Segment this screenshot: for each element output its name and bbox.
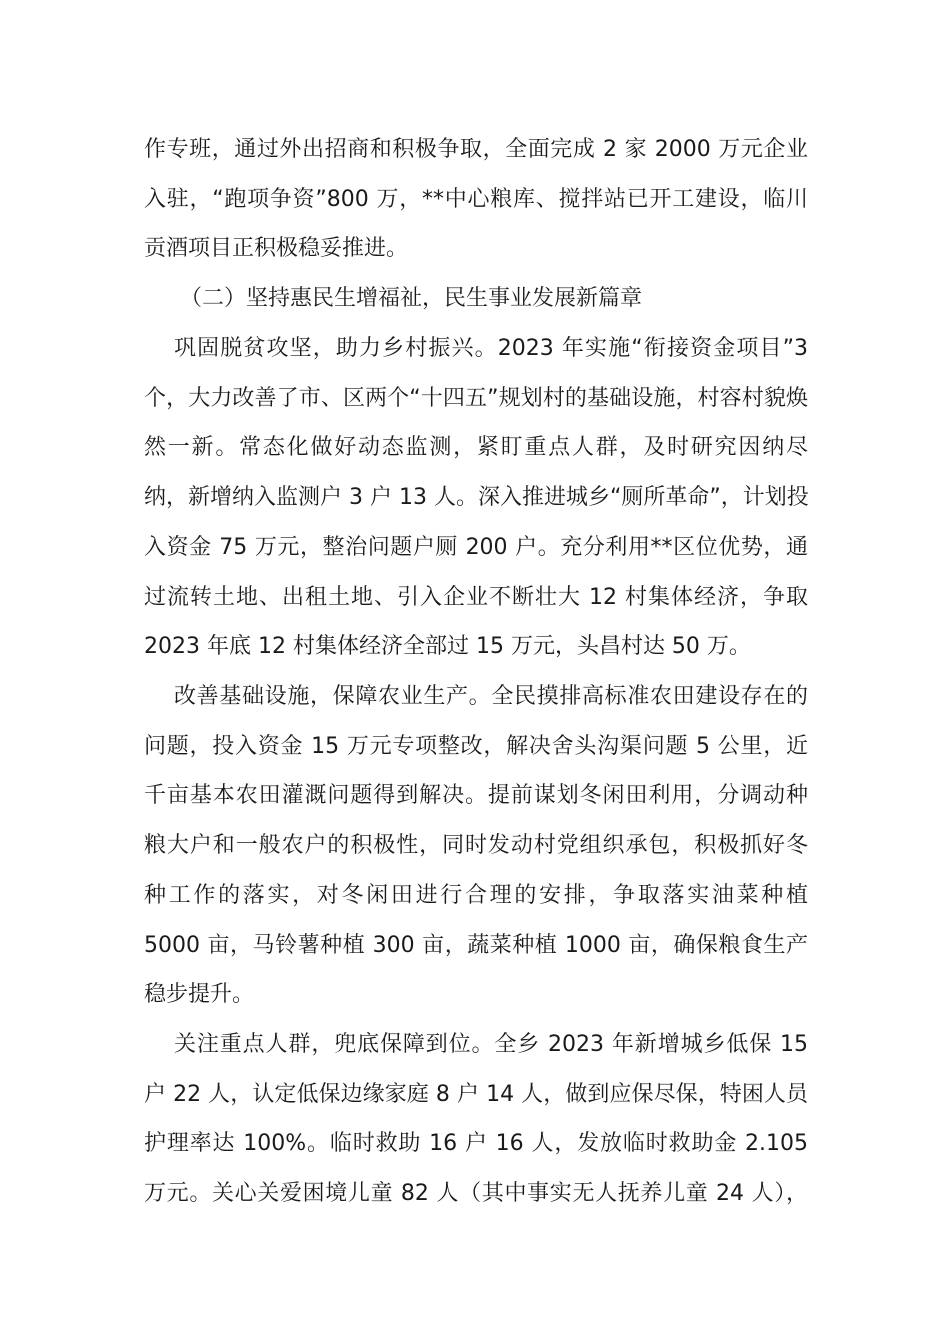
- body-text-line: 然一新。常态化做好动态监测，紧盯重点人群，及时研究因纳尽: [144, 435, 808, 460]
- body-text-line: 入资金 75 万元，整治问题户厕 200 户。充分利用**区位优势，通: [144, 535, 808, 560]
- body-text-line: 纳，新增纳入监测户 3 户 13 人。深入推进城乡“厕所革命”，计划投: [144, 485, 809, 510]
- paragraph-first-line: 关注重点人群，兜底保障到位。全乡 2023 年新增城乡低保 15: [174, 1032, 808, 1057]
- body-text-line: 千亩基本农田灌溉问题得到解决。提前谋划冬闲田利用，分调动种: [144, 783, 808, 808]
- paragraph-first-line: 改善基础设施，保障农业生产。全民摸排高标准农田建设存在的: [174, 684, 808, 709]
- body-text-line: 种工作的落实，对冬闲田进行合理的安排，争取落实油菜种植: [144, 883, 808, 908]
- body-text-line: 稳步提升。: [144, 982, 255, 1007]
- paragraph-first-line: 巩固脱贫攻坚，助力乡村振兴。2023 年实施“衔接资金项目”3: [174, 336, 808, 361]
- body-text-line: 过流转土地、出租土地、引入企业不断壮大 12 村集体经济，争取: [144, 585, 808, 610]
- body-text-line: 问题，投入资金 15 万元专项整改，解决舍头沟渠问题 5 公里，近: [144, 734, 808, 759]
- body-text-line: 万元。关心关爱困境儿童 82 人（其中事实无人抚养儿童 24 人），: [144, 1181, 808, 1206]
- body-text-line: 5000 亩，马铃薯种植 300 亩，蔬菜种植 1000 亩，确保粮食生产: [144, 933, 808, 958]
- body-text-line: 户 22 人，认定低保边缘家庭 8 户 14 人，做到应保尽保，特困人员: [144, 1082, 808, 1107]
- body-text-line: 2023 年底 12 村集体经济全部过 15 万元，头昌村达 50 万。: [144, 634, 751, 659]
- body-text-line: 入驻，“跑项争资”800 万，**中心粮库、搅拌站已开工建设，临川: [144, 187, 808, 212]
- body-text-line: 粮大户和一般农户的积极性，同时发动村党组织承包，积极抓好冬: [144, 833, 808, 858]
- section-heading: （二）坚持惠民生增福祉，民生事业发展新篇章: [180, 286, 643, 311]
- body-text-line: 贡酒项目正积极稳妥推进。: [144, 236, 409, 261]
- body-text-line: 个，大力改善了市、区两个“十四五”规划村的基础设施，村容村貌焕: [144, 386, 808, 411]
- body-text-line: 护理率达 100%。临时救助 16 户 16 人，发放临时救助金 2.105: [144, 1131, 808, 1156]
- body-text-line: 作专班，通过外出招商和积极争取，全面完成 2 家 2000 万元企业: [144, 137, 808, 162]
